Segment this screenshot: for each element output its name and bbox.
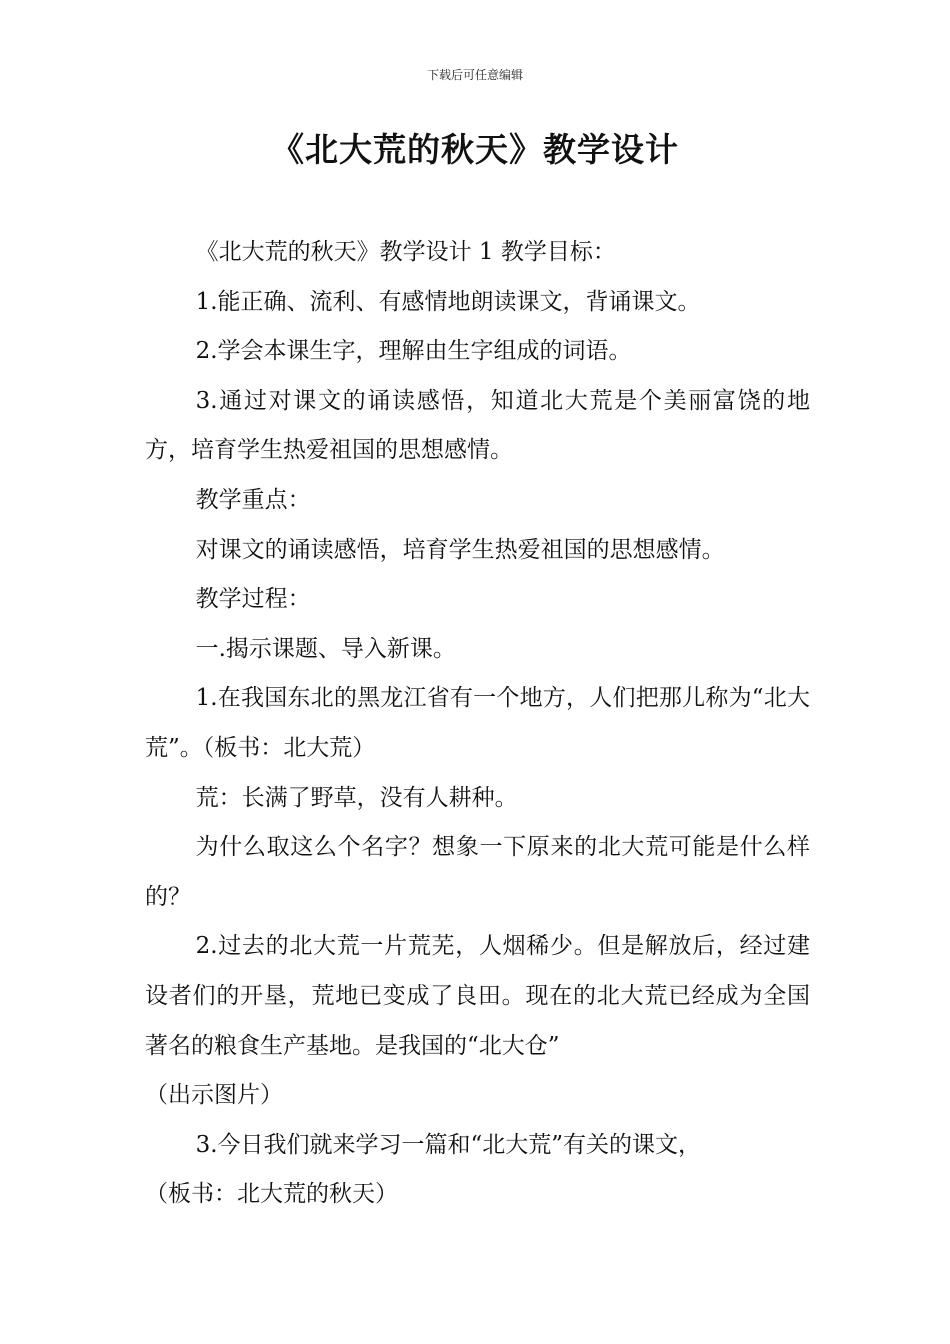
paragraph-objective-2: 2.学会本课生字，理解由生字组成的词语。 <box>195 338 632 365</box>
paragraph-step-one-3: 3.今日我们就来学习一篇和“北大荒”有关的课文， <box>195 1131 702 1158</box>
paragraph-definition: 荒：长满了野草，没有人耕种。 <box>195 784 518 811</box>
header-note: 下载后可任意编辑 <box>426 68 523 82</box>
paragraph-step-one: 一.揭示课题、导入新课。 <box>195 635 456 662</box>
paragraph-step-one-1: 1.在我国东北的黑龙江省有一个地方，人们把那儿称为“北大荒”。（板书：北大荒） <box>145 685 810 761</box>
paragraph-step-one-2: 2.过去的北大荒一片荒芜，人烟稀少。但是解放后，经过建设者们的开垦，荒地已变成了良田。现在的北大荒已经成为全国著名的粮食生产基地。是我国的“北大仓” <box>145 933 810 1059</box>
paragraph-key-points: 对课文的诵读感悟，培育学生热爱祖国的思想感情。 <box>195 536 725 563</box>
paragraph-objective-1: 1.能正确、流利、有感情地朗读课文，背诵课文。 <box>195 288 701 315</box>
paragraph-question: 为什么取这么个名字？想象一下原来的北大荒可能是什么样的？ <box>145 834 810 910</box>
paragraph-key-points-heading: 教学重点： <box>195 486 311 513</box>
paragraph-intro-objectives: 《北大荒的秋天》教学设计 1 教学目标： <box>195 239 616 265</box>
document-body <box>145 228 810 1220</box>
paragraph-show-picture: （出示图片） <box>145 1082 283 1109</box>
paragraph-process-heading: 教学过程： <box>195 586 311 613</box>
document-title: 《北大荒的秋天》教学设计 <box>271 130 679 169</box>
paragraph-board-title: （板书：北大荒的秋天） <box>145 1181 398 1208</box>
paragraph-objective-3: 3.通过对课文的诵读感悟，知道北大荒是个美丽富饶的地方，培育学生热爱祖国的思想感情。 <box>145 387 810 464</box>
